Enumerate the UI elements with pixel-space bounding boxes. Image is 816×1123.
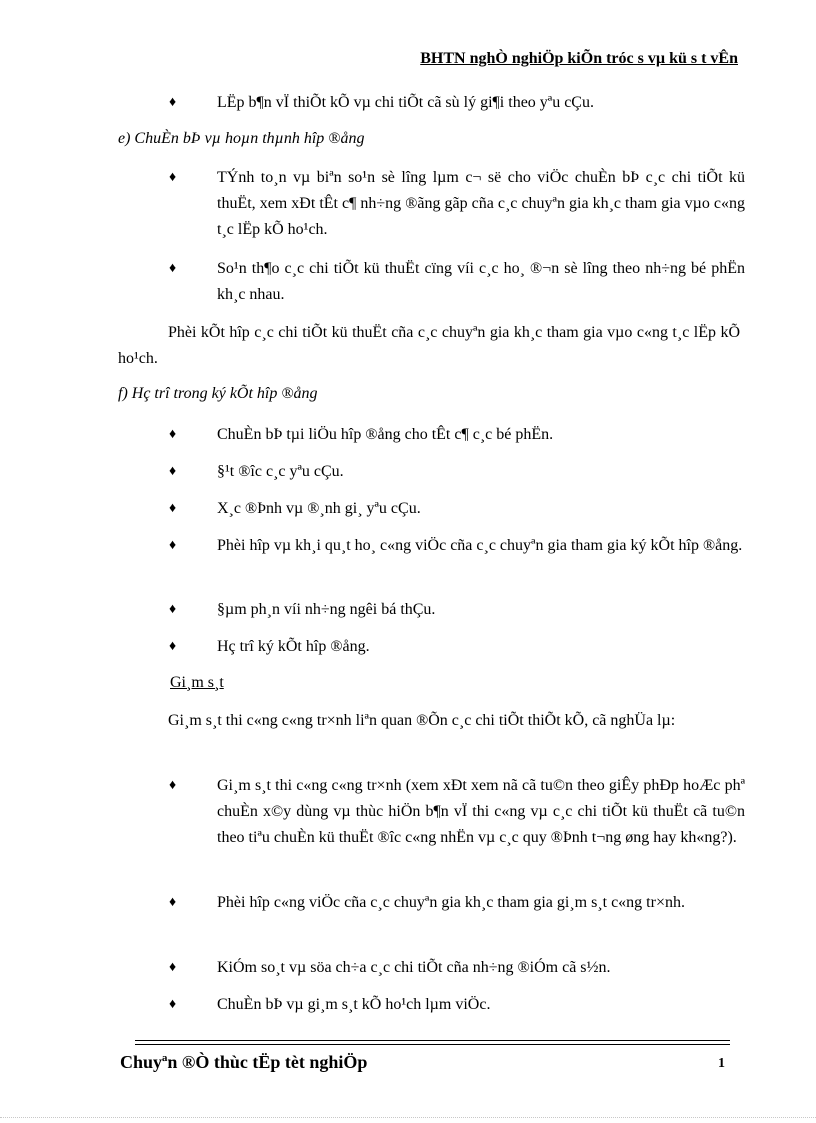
footer-rule-top bbox=[135, 1040, 730, 1041]
list-item-text: §¹t ®îc c¸c yªu cÇu. bbox=[217, 463, 344, 480]
footer-rule-bottom bbox=[135, 1044, 730, 1045]
list-item-text: KiÓm so¸t vµ söa ch÷a c¸c chi tiÕt cña nh÷ng ®iÓm cã s½n. bbox=[217, 959, 611, 976]
list-item-text: TÝnh to¸n vµ biªn so¹n sè lîng lµm c¬ së cho viÖc chuÈn bÞ c¸c chi tiÕt kü thuËt, xem xÐt tÊt c¶ nh÷ng ®ãng gãp cña c¸c chuyªn gia kh¸c tham gia vµo c«ng t¸c lËp kÕ ho¹ch. bbox=[217, 169, 745, 238]
section-e-title: e) ChuÈn bÞ vµ hoµn thµnh hîp ®ång bbox=[118, 130, 365, 147]
list-item-text: Gi¸m s¸t thi c«ng c«ng tr×nh (xem xÐt xem nã cã tu©n theo giÊy phÐp hoÆc phª chuÈn x©y dùng vµ thùc hiÖn b¶n vÏ thi c«ng vµ c¸c chi tiÕt kü thuËt cã tu©n theo tiªu chuÈn kü thuËt ®îc c«ng nhËn vµ c¸c quy ®Þnh t¬ng øng hay kh«ng?). bbox=[217, 777, 745, 846]
diamond-bullet-icon: ♦ bbox=[169, 997, 177, 1012]
diamond-bullet-icon: ♦ bbox=[169, 960, 177, 975]
list-item-text: §µm ph¸n víi nh÷ng ngêi bá thÇu. bbox=[217, 601, 436, 618]
list-item bbox=[169, 165, 745, 243]
list-item bbox=[169, 459, 745, 485]
list-item bbox=[169, 496, 745, 522]
diamond-bullet-icon: ♦ bbox=[169, 778, 177, 793]
diamond-bullet-icon: ♦ bbox=[169, 170, 177, 185]
list-item-text: Hç trî ký kÕt hîp ®ång. bbox=[217, 638, 370, 655]
diamond-bullet-icon: ♦ bbox=[169, 501, 177, 516]
diamond-bullet-icon: ♦ bbox=[169, 602, 177, 617]
paragraph: Gi¸m s¸t thi c«ng c«ng tr×nh liªn quan ®Õn c¸c chi tiÕt thiÕt kÕ, cã nghÜa lµ: bbox=[168, 712, 676, 729]
list-item bbox=[169, 634, 745, 660]
diamond-bullet-icon: ♦ bbox=[169, 895, 177, 910]
list-item bbox=[169, 992, 745, 1018]
diamond-bullet-icon: ♦ bbox=[169, 639, 177, 654]
list-item bbox=[169, 955, 745, 981]
page-edge-divider bbox=[0, 1117, 816, 1118]
list-item-text: ChuÈn bÞ vµ gi¸m s¸t kÕ ho¹ch lµm viÖc. bbox=[217, 996, 491, 1013]
list-item bbox=[169, 90, 745, 116]
list-item-text: So¹n th¶o c¸c chi tiÕt kü thuËt cïng víi c¸c ho¸ ®¬n sè lîng theo nh÷ng bé phËn kh¸c nhau. bbox=[217, 260, 745, 303]
diamond-bullet-icon: ♦ bbox=[169, 427, 177, 442]
list-item bbox=[169, 256, 745, 308]
page-number: 1 bbox=[718, 1056, 725, 1071]
paragraph: Phèi kÕt hîp c¸c chi tiÕt kü thuËt cña c¸c chuyªn gia kh¸c tham gia vµo c«ng t¸c lËp kÕ ho¹ch. bbox=[118, 324, 740, 367]
diamond-bullet-icon: ♦ bbox=[169, 261, 177, 276]
supervision-heading: Gi¸m s¸t bbox=[170, 674, 224, 691]
list-item-text: X¸c ®Þnh vµ ®¸nh gi¸ yªu cÇu. bbox=[217, 500, 421, 517]
list-item bbox=[169, 597, 745, 623]
list-item-text: LËp b¶n vÏ thiÕt kÕ vµ chi tiÕt cã sù lý gi¶i theo yªu cÇu. bbox=[217, 94, 594, 111]
section-f-title: f) Hç trî trong ký kÕt hîp ®ång bbox=[118, 385, 318, 402]
list-item bbox=[169, 890, 745, 916]
list-item bbox=[169, 533, 745, 559]
diamond-bullet-icon: ♦ bbox=[169, 95, 177, 110]
list-item bbox=[169, 422, 745, 448]
diamond-bullet-icon: ♦ bbox=[169, 538, 177, 553]
list-item-text: Phèi hîp c«ng viÖc cña c¸c chuyªn gia kh¸c tham gia gi¸m s¸t c«ng tr×nh. bbox=[217, 894, 685, 911]
list-item-text: ChuÈn bÞ tµi liÖu hîp ®ång cho tÊt c¶ c¸c bé phËn. bbox=[217, 426, 554, 443]
page-header-title: BHTN nghÒ nghiÖp kiÕn tróc s vµ kü s t vÊn bbox=[420, 50, 738, 67]
list-item-text: Phèi hîp vµ kh¸i qu¸t ho¸ c«ng viÖc cña c¸c chuyªn gia tham gia ký kÕt hîp ®ång. bbox=[217, 537, 743, 554]
footer-title: Chuyªn ®Ò thùc tËp tèt nghiÖp bbox=[120, 1052, 368, 1072]
list-item bbox=[169, 773, 745, 851]
diamond-bullet-icon: ♦ bbox=[169, 464, 177, 479]
